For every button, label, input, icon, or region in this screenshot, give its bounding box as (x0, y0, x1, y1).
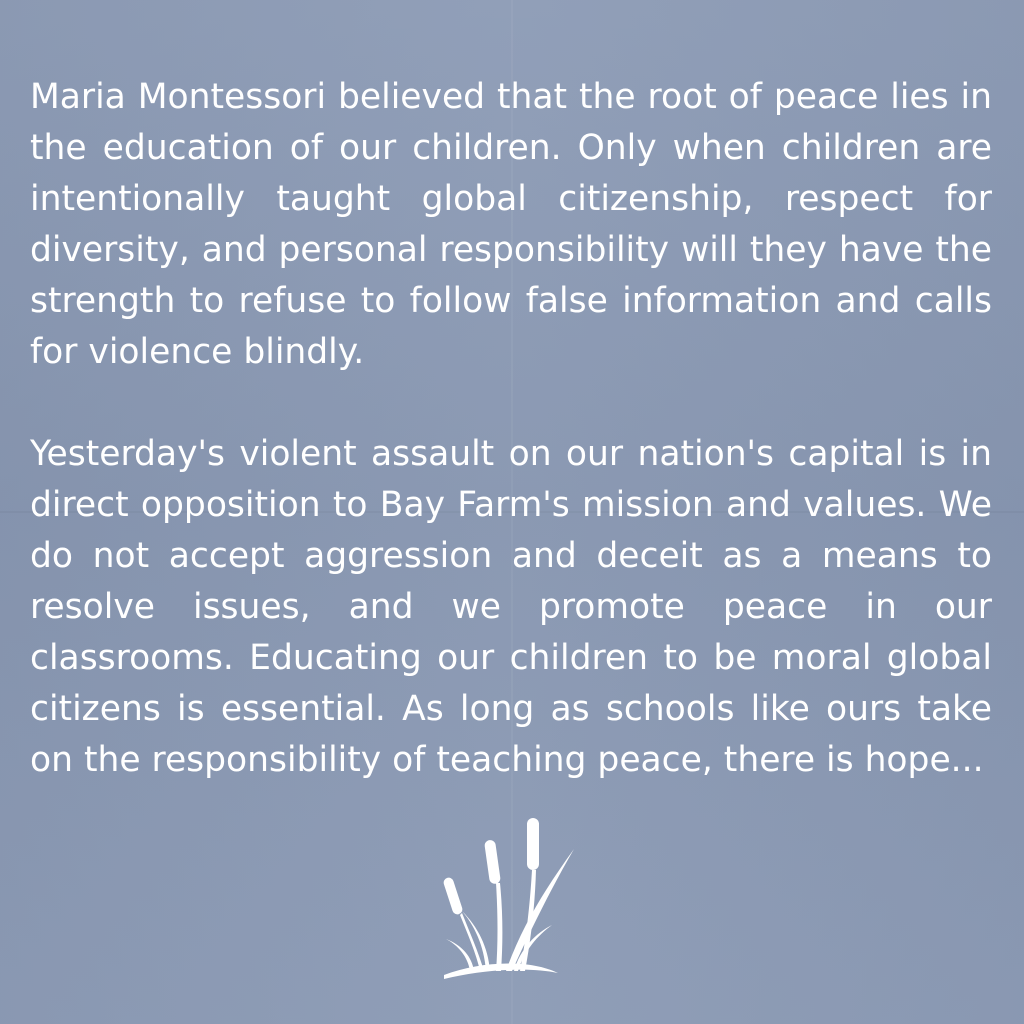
paragraph-capital-assault: Yesterday's violent assault on our nation's capital is in direct opposition to Bay Farm's mission and values. We do not accept aggression and deceit as a means to resolve issues, and we promote peace in our classrooms. Educating our children to be moral global citizens is essential. As long as schools like ours take on the responsibility of teaching peace, there is hope... (30, 434, 992, 780)
cattail-reeds-icon (440, 815, 580, 985)
statement-text (30, 72, 992, 786)
paragraph-montessori: Maria Montessori believed that the root of peace lies in the education of our children. Only when children are intentionally taught global citizenship, respect for diversity, and personal responsibility will they have the strength to refuse to follow false information and calls for violence blindly. (30, 77, 992, 372)
